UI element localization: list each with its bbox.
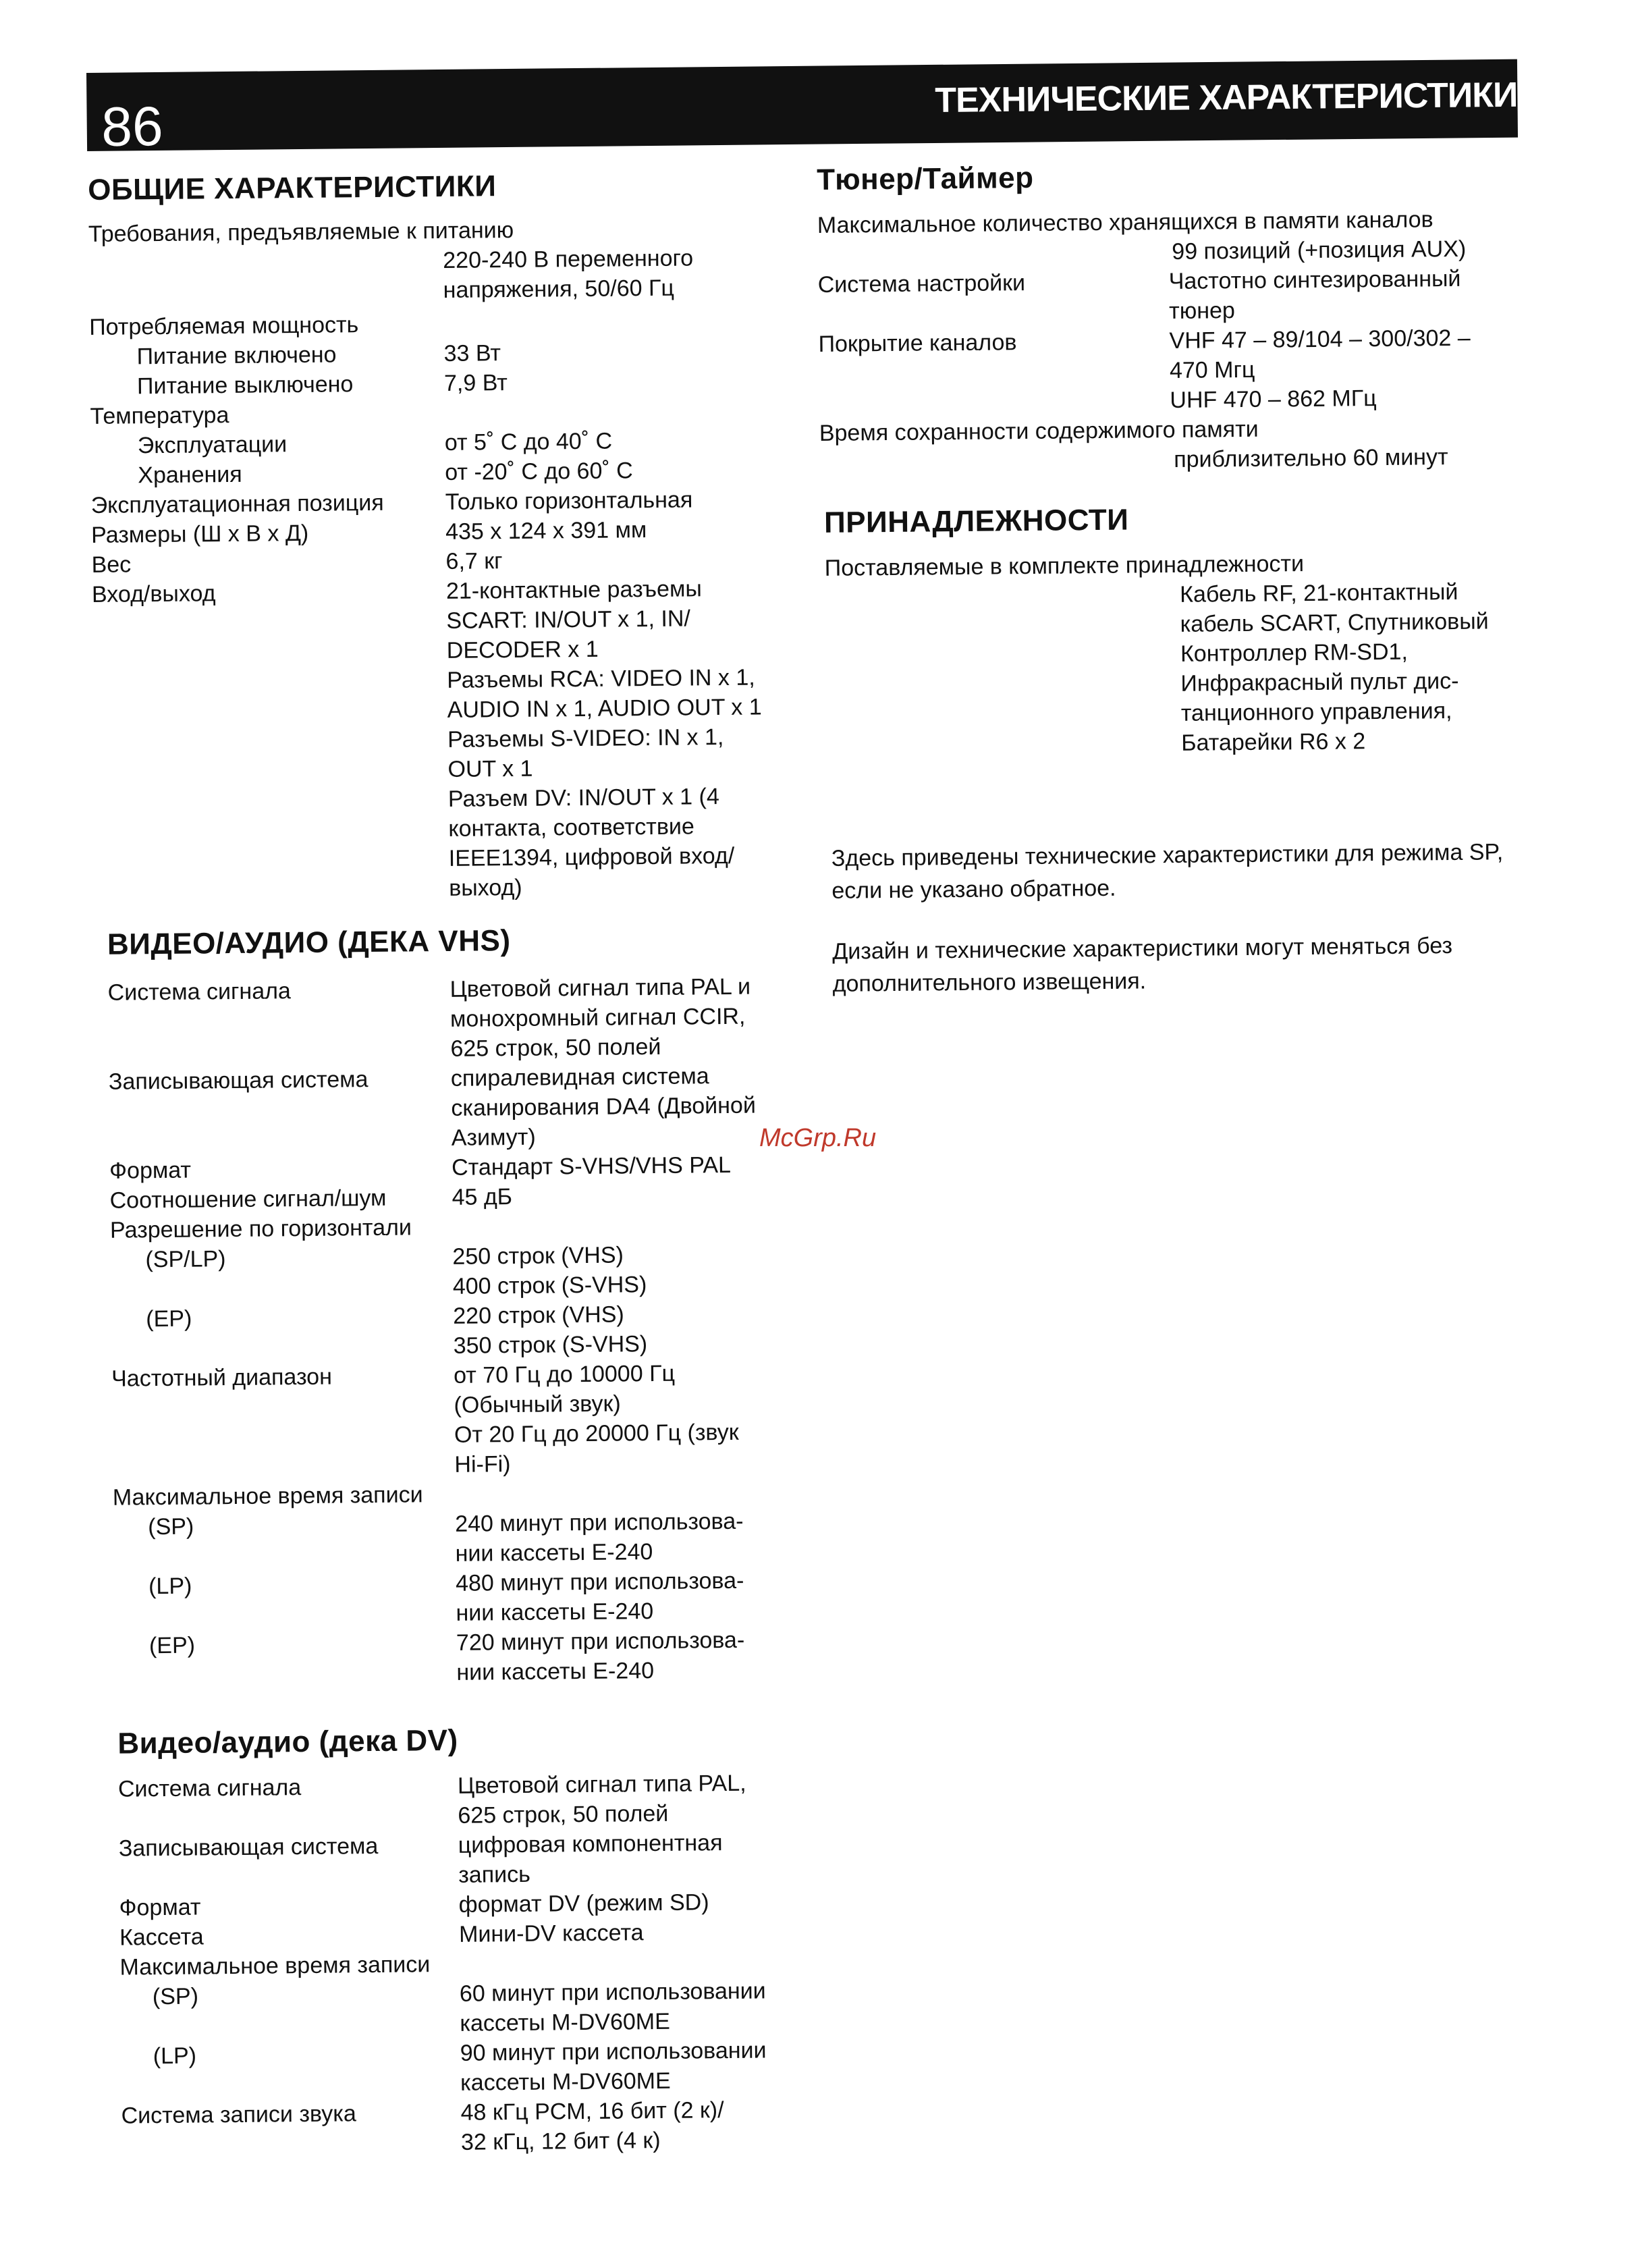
tuning-value <box>1169 263 1548 326</box>
vhs-lp-value <box>456 1565 831 1628</box>
position-value: Только горизонтальная <box>445 487 693 515</box>
vhs-recording-row <box>97 1060 826 1156</box>
vhs-signal-line: 625 строк, 50 полей <box>450 1033 661 1062</box>
vhs-snr-label: Соотношение сигнал/шум <box>109 1185 387 1214</box>
vhs-splp-label: (SP/LP) <box>145 1246 226 1273</box>
io-label: Вход/выход <box>91 580 216 608</box>
dv-maxrec-label: Максимальное время записи <box>119 1951 431 1980</box>
io-line: 21-контактные разъемы <box>445 576 702 604</box>
page-title: ТЕХНИЧЕСКИЕ ХАРАКТЕРИСТИКИ <box>935 75 1518 120</box>
dv-cassette-label: Кассета <box>119 1924 204 1951</box>
max-channels-value: 99 позиций (+позиция AUX) <box>1172 236 1467 265</box>
size-label: Размеры (Ш x В x Д) <box>90 520 309 548</box>
dv-recording-row <box>104 1827 834 1893</box>
tuning-line: тюнер <box>1168 298 1235 324</box>
vhs-sp-value <box>455 1506 830 1569</box>
vhs-signal-line: монохромный сигнал CCIR, <box>449 1003 746 1032</box>
io-line: выход) <box>449 874 522 901</box>
vhs-format-label: Формат <box>109 1157 192 1184</box>
note-sp-mode: Здесь приведены технические характеристики для режима SP, если не указано обратное. <box>831 839 1504 904</box>
vhs-format-value: Стандарт S-VHS/VHS PAL <box>452 1152 732 1181</box>
vhs-recording-label: Записывающая система <box>108 1066 368 1095</box>
operation-value: от 5˚ C до 40˚ C <box>444 428 613 456</box>
vhs-ep2-label: (EP) <box>148 1632 196 1659</box>
weight-label: Вес <box>91 551 132 578</box>
coverage-line: 470 Мгц <box>1169 356 1255 383</box>
vhs-lp-line: нии кассеты E-240 <box>456 1598 654 1626</box>
tuner-section <box>817 155 1548 478</box>
storage-value: от -20˚ C до 60˚ C <box>445 458 633 485</box>
weight-value: 6,7 кг <box>445 548 503 574</box>
power-on-value: 33 Вт <box>443 340 501 367</box>
vhs-ep-line: 350 строк (S-VHS) <box>453 1331 648 1359</box>
dv-signal-line: 625 строк, 50 полей <box>458 1800 669 1829</box>
dv-sp-label: (SP) <box>152 1983 199 2010</box>
vhs-splp-line: 250 строк (VHS) <box>452 1242 624 1270</box>
max-channels-label: Максимальное количество хранящихся в памяти каналов <box>817 207 1434 238</box>
vhs-ep2-value <box>456 1625 831 1688</box>
supplied-line: Батарейки R6 x 2 <box>1181 728 1366 756</box>
supplied-line: Контроллер RM-SD1, <box>1180 639 1409 667</box>
temperature-label: Температура <box>90 402 229 429</box>
dv-cassette-value: Мини-DV кассета <box>458 1920 644 1947</box>
vhs-freq-line: от 70 Гц до 10000 Гц <box>453 1360 676 1388</box>
dv-signal-line: Цветовой сигнал типа PAL, <box>457 1770 746 1799</box>
note-design-change: Дизайн и технические характеристики могут меняться без дополнительного извещения. <box>832 933 1453 997</box>
vhs-signal-line: Цветовой сигнал типа PAL и <box>449 973 751 1002</box>
vhs-sp-line: 240 минут при использова- <box>455 1508 744 1537</box>
io-line: Разъемы RCA: VIDEO IN x 1, <box>447 664 755 693</box>
coverage-row <box>818 323 1548 418</box>
dv-lp-line: кассеты M-DV60ME <box>460 2068 671 2096</box>
dv-format-label: Формат <box>119 1894 201 1921</box>
dv-sp-line: 60 минут при использовании <box>459 1978 766 2007</box>
vhs-ep-line: 220 строк (VHS) <box>453 1301 624 1329</box>
vhs-freq-line: От 20 Гц до 20000 Гц (звук <box>454 1419 739 1448</box>
vhs-splp-value <box>452 1239 827 1301</box>
memory-label: Время сохранности содержимого памяти <box>819 416 1259 446</box>
dv-sp-line: кассеты M-DV60ME <box>460 2008 670 2036</box>
power-off-label: Питание выключено <box>136 371 354 400</box>
io-line: IEEE1394, цифровой вход/ <box>448 842 735 871</box>
dv-lp-label: (LP) <box>153 2043 197 2070</box>
vhs-freq-label: Частотный диапазон <box>111 1364 333 1392</box>
power-req-value: напряжения, 50/60 Гц <box>443 275 675 303</box>
tuning-label: Система настройки <box>817 270 1026 298</box>
power-req-value: 220-240 В переменного <box>443 245 694 273</box>
storage-label: Хранения <box>138 461 242 489</box>
dv-title: Видео/аудио (дека DV) <box>117 1723 458 1760</box>
io-line: Разъем DV: IN/OUT x 1 (4 <box>447 784 719 812</box>
vhs-maxrec-label: Максимальное время записи <box>112 1482 423 1511</box>
dv-lp-value <box>460 2035 836 2098</box>
dv-audio-label: Система записи звука <box>121 2101 356 2129</box>
io-value <box>446 573 824 903</box>
dv-format-value: формат DV (режим SD) <box>458 1889 709 1918</box>
dv-audio-value <box>460 2095 836 2157</box>
vhs-recording-line: спиралевидная система <box>450 1063 709 1091</box>
vhs-section <box>95 920 831 1691</box>
dv-signal-row <box>103 1768 833 1834</box>
dv-lp-row <box>106 2035 836 2101</box>
vhs-title: ВИДЕО/АУДИО (ДЕКА VHS) <box>107 924 511 961</box>
supplied-label: Поставляемые в комплекте принадлежности <box>824 551 1305 581</box>
dv-recording-value <box>458 1827 834 1890</box>
supplied-line: Кабель RF, 21-контактный <box>1179 578 1458 608</box>
left-column <box>88 165 836 2161</box>
vhs-sp-row <box>101 1506 830 1572</box>
vhs-splp-line: 400 строк (S-VHS) <box>452 1272 647 1299</box>
vhs-freq-line: (Обычный звук) <box>454 1390 621 1418</box>
size-value: 435 x 124 x 391 мм <box>445 517 647 545</box>
vhs-sp-label: (SP) <box>148 1513 194 1540</box>
dv-audio-row <box>106 2095 836 2161</box>
power-req-label: Требования, предъявляемые к питанию <box>88 217 514 247</box>
operation-label: Эксплуатации <box>137 431 288 459</box>
vhs-ep-label: (EP) <box>146 1305 192 1332</box>
vhs-signal-row <box>95 971 825 1067</box>
dv-audio-line: 48 кГц PCM, 16 бит (2 к)/ <box>460 2097 724 2126</box>
vhs-hres-label: Разрешение по горизонтали <box>109 1214 412 1243</box>
vhs-freq-value <box>454 1357 829 1480</box>
supplied-value <box>821 576 1551 761</box>
power-on-label: Питание включено <box>136 342 337 370</box>
io-row <box>92 573 824 907</box>
vhs-recording-line: сканирования DA4 (Двойной <box>451 1092 757 1121</box>
vhs-freq-row <box>99 1357 829 1483</box>
general-title: ОБЩИЕ ХАРАКТЕРИСТИКИ <box>88 169 497 207</box>
io-line: SCART: IN/OUT x 1, IN/ <box>446 605 691 634</box>
vhs-freq-line: Hi-Fi) <box>454 1451 511 1478</box>
position-label: Эксплуатационная позиция <box>90 489 384 518</box>
coverage-label: Покрытие каналов <box>818 329 1017 357</box>
vhs-ep-value <box>453 1298 828 1361</box>
coverage-line: UHF 470 – 862 МГц <box>1170 385 1377 413</box>
tuning-row <box>818 263 1548 329</box>
vhs-signal-value <box>449 971 825 1064</box>
dv-section <box>103 1719 836 2161</box>
vhs-sp-line: нии кассеты E-240 <box>455 1539 653 1567</box>
watermark: McGrp.Ru <box>759 1124 877 1152</box>
right-column <box>817 155 1554 1000</box>
io-line: Разъемы S-VIDEO: IN x 1, <box>447 724 724 753</box>
dv-recording-label: Записывающая система <box>118 1833 379 1862</box>
io-line: OUT x 1 <box>447 755 533 782</box>
coverage-value <box>1169 323 1548 415</box>
io-line: DECODER x 1 <box>446 636 599 664</box>
consumption-label: Потребляемая мощность <box>89 312 359 340</box>
vhs-ep2-row <box>102 1625 831 1691</box>
dv-sp-value <box>460 1976 835 2039</box>
supplied-line: кабель SCART, Спутниковый <box>1180 608 1489 637</box>
vhs-snr-value: 45 дБ <box>452 1184 513 1210</box>
general-section <box>88 165 823 907</box>
coverage-line: VHF 47 – 89/104 – 300/302 – <box>1169 325 1471 354</box>
supplied-line: Инфракрасный пульт дис- <box>1180 668 1459 697</box>
tuner-title: Тюнер/Таймер <box>817 161 1034 196</box>
vhs-splp-row <box>98 1239 827 1305</box>
vhs-lp-line: 480 минут при использова- <box>455 1567 744 1596</box>
vhs-lp-row <box>101 1565 831 1631</box>
dv-signal-value <box>458 1768 833 1831</box>
dv-audio-line: 32 кГц, 12 бит (4 к) <box>460 2127 661 2155</box>
dv-lp-line: 90 минут при использовании <box>460 2037 767 2066</box>
supplied-line: танционного управления, <box>1180 698 1452 726</box>
tuning-line: Частотно синтезированный <box>1168 265 1461 294</box>
vhs-ep2-line: 720 минут при использова- <box>456 1627 745 1656</box>
page-number: 86 <box>101 96 164 158</box>
accessories-section <box>820 498 1552 761</box>
dv-recording-line: цифровая компонентная <box>458 1830 723 1858</box>
memory-value: приблизительно 60 минут <box>1174 444 1448 473</box>
vhs-ep-row <box>99 1298 828 1364</box>
io-line: AUDIO IN x 1, AUDIO OUT x 1 <box>447 694 762 723</box>
vhs-lp-label: (LP) <box>148 1573 192 1600</box>
dv-sp-row <box>105 1976 835 2042</box>
vhs-ep2-line: нии кассеты E-240 <box>456 1658 655 1685</box>
io-line: контакта, соответствие <box>448 813 695 842</box>
vhs-signal-label: Система сигнала <box>107 978 292 1006</box>
dv-recording-line: запись <box>458 1861 531 1888</box>
dv-signal-label: Система сигнала <box>117 1775 302 1802</box>
power-off-value: 7,9 Вт <box>443 370 508 396</box>
vhs-recording-line: Азимут) <box>451 1124 536 1151</box>
accessories-title: ПРИНАДЛЕЖНОСТИ <box>823 503 1129 539</box>
